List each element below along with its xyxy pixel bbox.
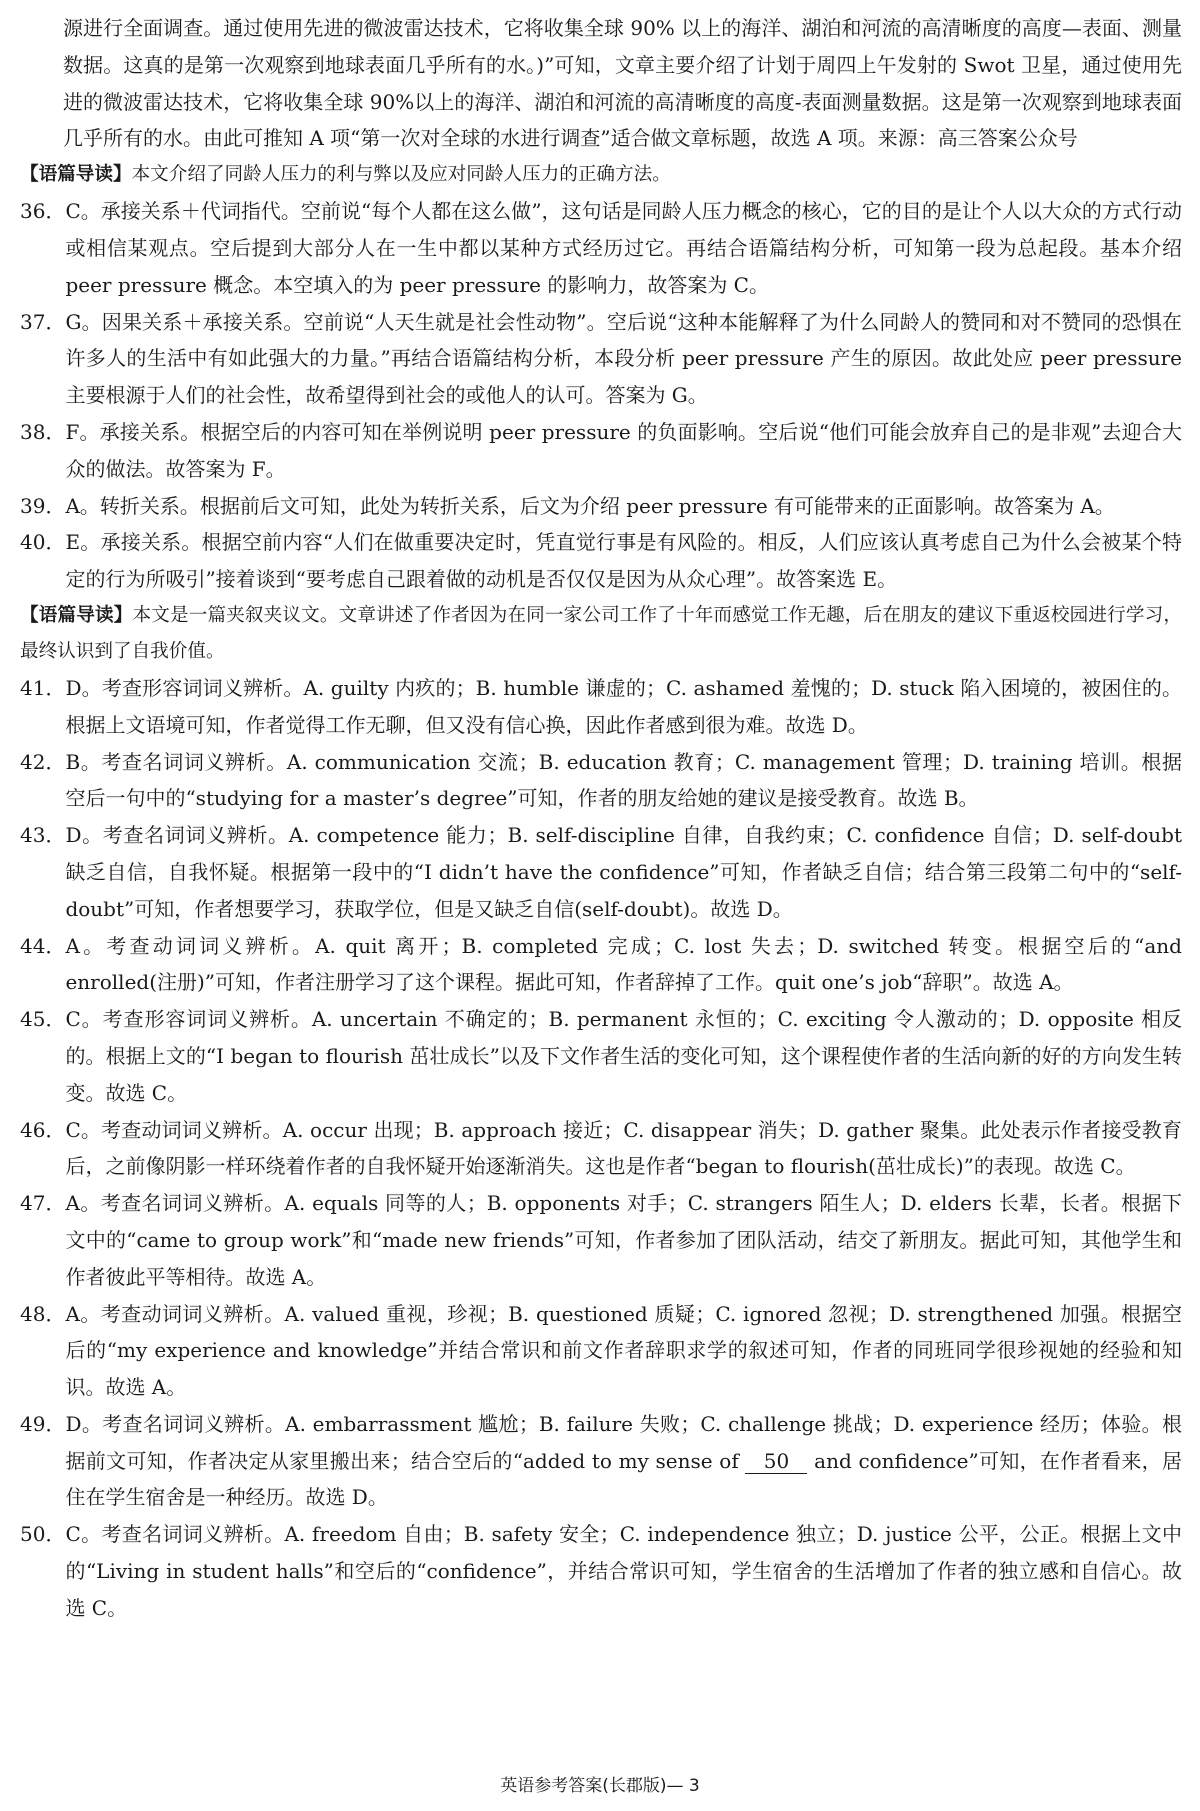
answer-number: 39． — [20, 493, 66, 518]
answer-text: C。承接关系＋代词指代。空前说“每个人都在这么做”，这句话是同龄人压力概念的核心，它的目的是让个人以大众的方式行动或相信某观点。空后提到大部分人在一生中都以某种方式经历过它。再结合语篇结构分析，可知第一段为总起段。基本介绍 peer pressure 概念。本空填入的为 peer pressure 的影响力，故答案为 C。 — [65, 199, 1182, 297]
answer-number: 44． — [20, 933, 66, 958]
answer-text: C。考查形容词词义辨析。A. uncertain 不确定的；B. permanent 永恒的；C. exciting 令人激动的；D. opposite 相反的。根据上文的“I began to flourish 茁壮成长”以及下文作者生活的变化可知，这个课程使作者的生活向新的好的方向发生转变。故选 C。 — [65, 1007, 1182, 1105]
answer-number: 45． — [20, 1007, 66, 1032]
answer-number: 49． — [20, 1411, 66, 1436]
answer-item-45 — [20, 1001, 1182, 1111]
answer-number: 47． — [20, 1191, 66, 1216]
answer-item-47 — [20, 1185, 1182, 1295]
answer-text: A。考查名词词义辨析。A. equals 同等的人；B. opponents 对手；C. strangers 陌生人；D. elders 长辈，长者。根据下文中的“came to group work”和“made new friends”可知，作者参加了团队活动，结交了新朋友。据此可知，其他学生和作者彼此平等相待。故选 A。 — [65, 1191, 1182, 1289]
answers-36-40 — [20, 193, 1182, 598]
answer-item-37 — [20, 304, 1182, 414]
guide-tag: 【语篇导读】 — [20, 164, 132, 186]
answer-item-41 — [20, 670, 1182, 744]
answer-text: G。因果关系＋承接关系。空前说“人天生就是社会性动物”。空后说“这种本能解释了为什么同龄人的赞同和对不赞同的恐惧在许多人的生活中有如此强大的力量。”再结合语篇结构分析，本段分析 peer pressure 产生的原因。故此处应 peer pressure 主要根源于人们的社会性，故希望得到社会的或他人的认可。答案为 G。 — [65, 309, 1182, 408]
answer-document — [20, 10, 1182, 1627]
answer-number: 42． — [20, 749, 66, 774]
answer-text: D。考查形容词词义辨析。A. guilty 内疚的；B. humble 谦虚的；C. ashamed 羞愧的；D. stuck 陷入困境的，被困住的。根据上文语境可知，作者觉得工作无聊，但又没有信心换，因此作者感到很为难。故选 D。 — [65, 675, 1182, 737]
answer-number: 43． — [20, 823, 66, 848]
answer-text — [65, 1406, 1182, 1516]
answer-text: A。考查动词词义辨析。A. valued 重视，珍视；B. questioned 质疑；C. ignored 忽视；D. strengthened 加强。根据空后的“my experience and knowledge”并结合常识和前文作者辞职求学的叙述可知，作者的同班同学很珍视她的经验和知识。故选 A。 — [65, 1301, 1182, 1400]
answer-number: 41． — [20, 675, 66, 700]
answer-item-48 — [20, 1296, 1182, 1406]
answer-text: D。考查名词词义辨析。A. competence 能力；B. self-discipline 自律，自我约束；C. confidence 自信；D. self-doubt 缺乏自信，自我怀疑。根据第一段中的“I didn’t have the confidence”可知，作者缺乏自信；结合第三段第二句中的“self-doubt”可知，作者想要学习，获取学位，但是又缺乏自信(self-doubt)。故选 D。 — [65, 823, 1182, 921]
answer-item-50 — [20, 1516, 1182, 1626]
answer-item-44 — [20, 928, 1182, 1002]
answer-number: 36． — [20, 199, 66, 224]
answer-text: F。承接关系。根据空后的内容可知在举例说明 peer pressure 的负面影响。空后说“他们可能会放弃自己的是非观”去迎合大众的做法。故答案为 F。 — [65, 419, 1182, 481]
answer-text: A。转折关系。根据前后文可知，此处为转折关系，后文为介绍 peer pressure 有可能带来的正面影响。故答案为 A。 — [65, 493, 1115, 518]
answer-text: E。承接关系。根据空前内容“人们在做重要决定时，凭直觉行事是有风险的。相反，人们应该认真考虑自己为什么会被某个特定的行为所吸引”接着谈到“要考虑自己跟着做的动机是否仅仅是因为从众心理”。故答案选 E。 — [65, 530, 1182, 592]
page-footer: 英语参考答案(长郡版)— 3 — [500, 1776, 700, 1796]
answer-text: A。考查动词词义辨析。A. quit 离开；B. completed 完成；C. lost 失去；D. switched 转变。根据空后的“and enrolled(注册)”可知，作者注册学习了这个课程。据此可知，作者辞掉了工作。quit one’s job“辞职”。故选 A。 — [65, 933, 1182, 995]
answer-number: 38． — [20, 419, 66, 444]
answer-item-40 — [20, 524, 1182, 598]
guide-text: 本文介绍了同龄人压力的利与弊以及应对同龄人压力的正确方法。 — [131, 164, 671, 186]
answer-number: 50． — [20, 1522, 66, 1547]
answer-text-after-blank: and confidence”可知，在作者看来，居住在学生宿舍是一种经历。故选 D。 — [65, 1448, 1182, 1510]
answer-item-43 — [20, 817, 1182, 927]
answer-text: C。考查动词词义辨析。A. occur 出现；B. approach 接近；C. disappear 消失；D. gather 聚集。此处表示作者接受教育后，之前像阴影一样环绕着作者的自我怀疑开始逐渐消失。这也是作者“began to flourish(茁壮成长)”的表现。故选 C。 — [65, 1117, 1182, 1179]
answer-item-36 — [20, 193, 1182, 303]
answer-item-39 — [20, 488, 1182, 525]
blank-number-50: 50 — [745, 1449, 807, 1474]
answer-text: B。考查名词词义辨析。A. communication 交流；B. education 教育；C. management 管理；D. training 培训。根据空后一句中的“studying for a master’s degree”可知，作者的朋友给她的建议是接受教育。故选 B。 — [65, 749, 1182, 811]
guide-tag: 【语篇导读】 — [20, 604, 133, 626]
reading-guide-1 — [20, 157, 1182, 193]
answers-41-50 — [20, 670, 1182, 1627]
answer-number: 37． — [20, 309, 66, 334]
reading-guide-2 — [20, 598, 1182, 670]
answer-number: 40． — [20, 530, 66, 555]
answer-item-49 — [20, 1406, 1182, 1516]
answer-number: 46． — [20, 1117, 66, 1142]
answer-item-38 — [20, 414, 1182, 488]
answer-item-46 — [20, 1112, 1182, 1186]
answer-number: 48． — [20, 1301, 66, 1326]
answer-text-before-blank: D。考查名词词义辨析。A. embarrassment 尴尬；B. failure 失败；C. challenge 挑战；D. experience 经历；体验。根据前文可知，作者决定从家里搬出来；结合空后的“added to my sense of — [65, 1411, 1182, 1473]
guide-text: 本文是一篇夹叙夹议文。文章讲述了作者因为在同一家公司工作了十年而感觉工作无趣，后在朋友的建议下重返校园进行学习，最终认识到了自我价值。 — [20, 604, 1182, 662]
intro-paragraph: 源进行全面调查。通过使用先进的微波雷达技术，它将收集全球 90% 以上的海洋、湖泊和河流的高清晰度的高度—表面、测量数据。这真的是第一次观察到地球表面几乎所有的水。)”可知，文章主要介绍了计划于周四上午发射的 Swot 卫星，通过使用先进的微波雷达技术，它将收集全球 90%以上的海洋、湖泊和河流的高清晰度的高度-表面测量数据。这是第一次观察到地球表面几乎所有的水。由此可推知 A 项“第一次对全球的水进行调查”适合做文章标题，故选 A 项。来源：高三答案公众号 — [63, 16, 1182, 151]
answer-item-42 — [20, 744, 1182, 818]
answer-text: C。考查名词词义辨析。A. freedom 自由；B. safety 安全；C. independence 独立；D. justice 公平，公正。根据上文中的“Living in student halls”和空后的“confidence”，并结合常识可知，学生宿舍的生活增加了作者的独立感和自信心。故选 C。 — [65, 1522, 1182, 1620]
